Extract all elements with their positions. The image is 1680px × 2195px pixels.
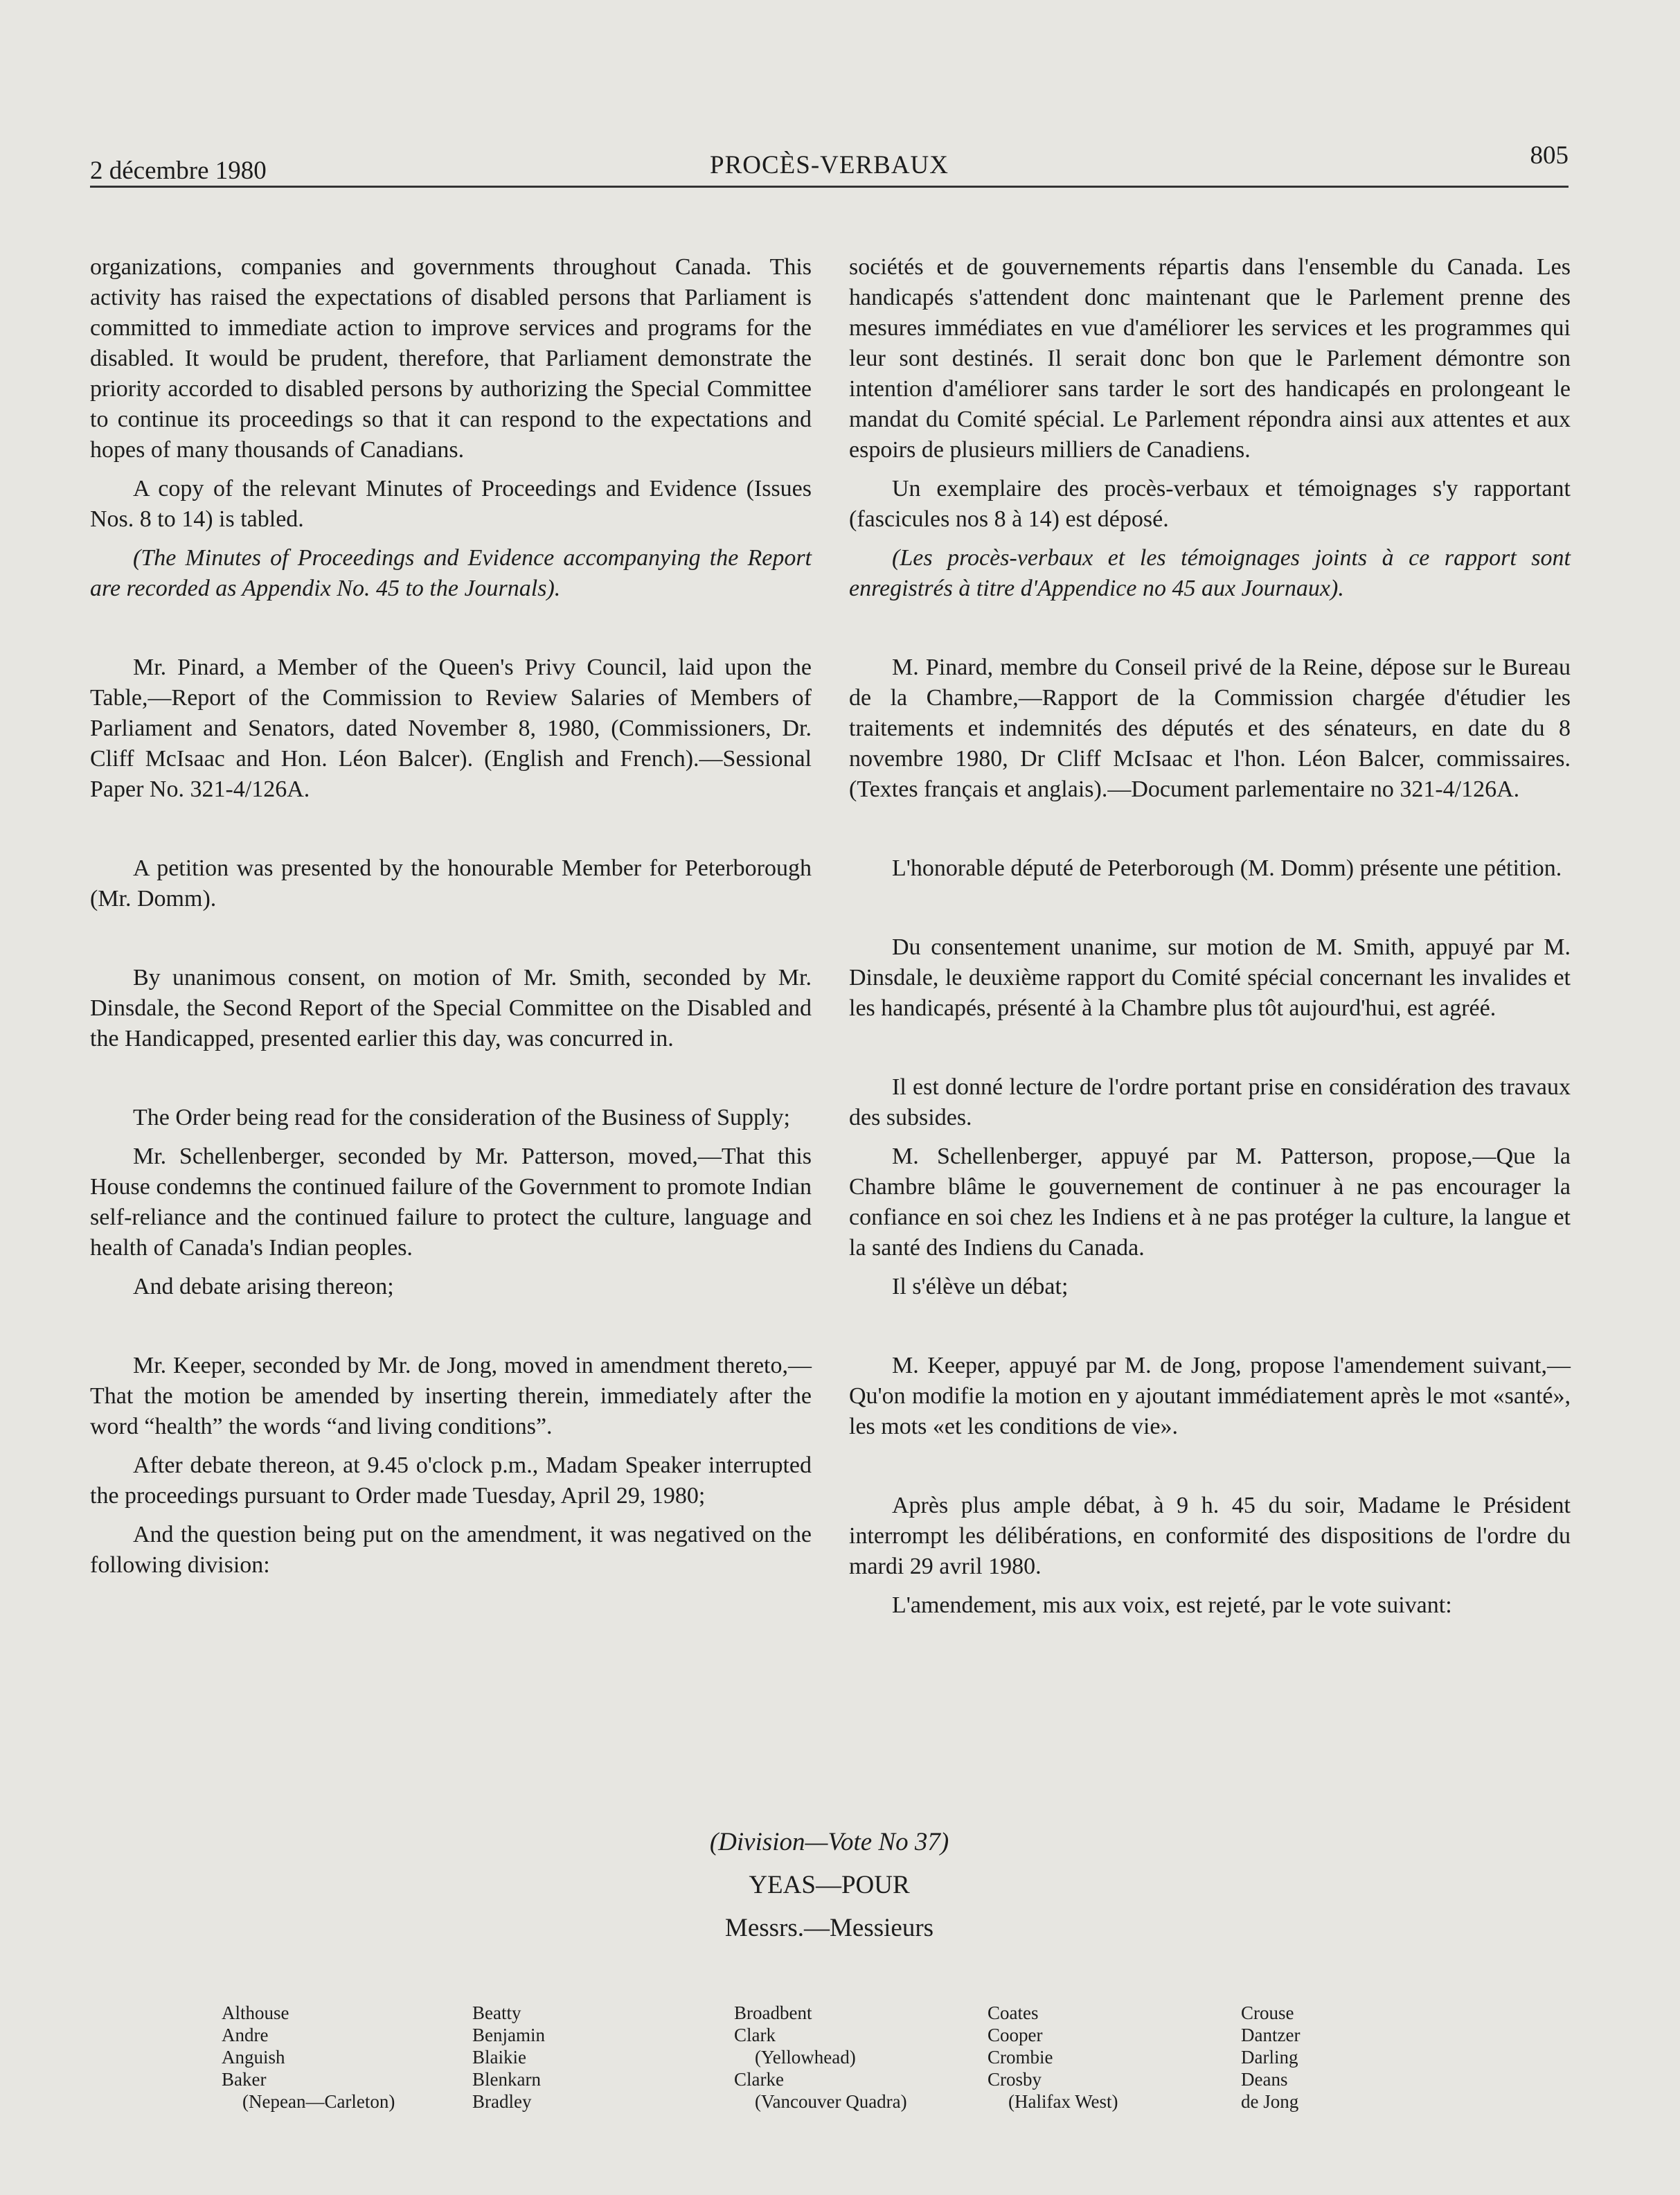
en-paragraph-12: And the question being put on the amendment, it was negatived on the following division: [90, 1522, 812, 1578]
header-title: PROCÈS-VERBAUX [710, 151, 949, 179]
en-paragraph-1: organizations, companies and governments throughout Canada. This activity has raised the expectations of disabled persons that Parliament is committed to immediate action to improve services and programs for the disabled. It would be prudent, therefore, that Parliament demonstrate the priority accorded to disabled persons by authorizing the Special Committee to continue its proceedings so that it can respond to the expectations and hopes of many thousands of Canadians. [90, 254, 812, 463]
names-column-2 [472, 2002, 545, 2113]
member-riding: (Halifax West) [1008, 2091, 1118, 2112]
page-number: 805 [1530, 141, 1569, 170]
en-paragraph-9: And debate arising thereon; [133, 1274, 394, 1299]
names-column-4 [988, 2002, 1118, 2113]
header-date: 2 décembre 1980 [90, 157, 267, 185]
member-name: Cooper [988, 2025, 1043, 2045]
member-name: Coates [988, 2002, 1039, 2023]
en-paragraph-6: By unanimous consent, on motion of Mr. Smith, seconded by Mr. Dinsdale, the Second Report of the Special Committee on the Disabled and the Handicapped, presented earlier this day, was concurred in. [90, 965, 812, 1051]
member-name: Broadbent [734, 2002, 812, 2023]
fr-paragraph-12: L'amendement, mis aux voix, est rejeté, par le vote suivant: [892, 1592, 1452, 1618]
member-name: Deans [1241, 2069, 1288, 2090]
yeas-heading: YEAS—POUR [749, 1871, 910, 1899]
member-name: Dantzer [1241, 2025, 1301, 2045]
member-name: Andre [222, 2025, 269, 2045]
member-name: de Jong [1241, 2091, 1299, 2112]
member-riding: (Yellowhead) [755, 2047, 856, 2068]
french-column [849, 252, 1571, 1621]
english-column [90, 252, 812, 1581]
en-paragraph-2: A copy of the relevant Minutes of Proceedings and Evidence (Issues Nos. 8 to 14) is tabled. [90, 476, 812, 532]
en-paragraph-11: After debate thereon, at 9.45 o'clock p.m., Madam Speaker interrupted the proceedings pursuant to Order made Tuesday, April 29, 1980; [90, 1452, 812, 1509]
names-column-1 [222, 2002, 395, 2113]
en-paragraph-4: Mr. Pinard, a Member of the Queen's Privy Council, laid upon the Table,—Report of the Commission to Review Salaries of Members of Parliament and Senators, dated November 8, 1980, (Commissioners, Dr. Cliff McIsaac and Hon. Léon Balcer). (English and French).—Sessional Paper No. 321-4/126A. [90, 655, 812, 802]
member-name: Crombie [988, 2047, 1053, 2068]
member-name: Clark [734, 2025, 776, 2045]
en-paragraph-7: The Order being read for the consideration of the Business of Supply; [133, 1105, 790, 1130]
en-paragraph-10: Mr. Keeper, seconded by Mr. de Jong, moved in amendment thereto,—That the motion be amended by inserting therein, immediately after the word “health” the words “and living conditions”. [90, 1353, 812, 1439]
fr-paragraph-6: Du consentement unanime, sur motion de M. Smith, appuyé par M. Dinsdale, le deuxième rapport du Comité spécial concernant les invalides et les handicapés, présenté à la Chambre plus tôt aujourd'hui, est agréé. [849, 934, 1571, 1021]
names-column-3 [734, 2002, 907, 2113]
member-riding: (Vancouver Quadra) [755, 2091, 907, 2112]
member-name: Benjamin [472, 2025, 545, 2045]
fr-paragraph-8: M. Schellenberger, appuyé par M. Patterson, propose,—Que la Chambre blâme le gouvernement de continuer à ne pas encourager la confiance en soi chez les Indiens et à ne pas protéger la culture, la langue et la santé des Indiens du Canada. [849, 1144, 1571, 1261]
en-paragraph-5: A petition was presented by the honourable Member for Peterborough (Mr. Domm). [90, 855, 812, 912]
fr-paragraph-4: M. Pinard, membre du Conseil privé de la Reine, dépose sur le Bureau de la Chambre,—Rapport de la Commission chargée d'étudier les traitements et indemnités des députés et des sénateurs, en date du 8 novembre 1980, Dr Cliff McIsaac et l'hon. Léon Balcer, commissaires. (Textes français et anglais).—Document parlementaire no 321-4/126A. [849, 655, 1571, 802]
member-name: Blaikie [472, 2047, 526, 2068]
member-name: Bradley [472, 2091, 532, 2112]
member-name: Crouse [1241, 2002, 1294, 2023]
messrs-heading: Messrs.—Messieurs [724, 1914, 934, 1942]
en-paragraph-3: (The Minutes of Proceedings and Evidence accompanying the Report are recorded as Appendix No. 45 to the Journals). [90, 545, 812, 601]
header-rule [90, 186, 1569, 188]
en-paragraph-8: Mr. Schellenberger, seconded by Mr. Patterson, moved,—That this House condemns the continued failure of the Government to promote Indian self-reliance and the continued failure to protect the culture, language and health of Canada's Indian peoples. [90, 1144, 812, 1261]
names-column-5 [1241, 2002, 1300, 2113]
fr-paragraph-3: (Les procès-verbaux et les témoignages joints à ce rapport sont enregistrés à titre d'Appendice no 45 aux Journaux). [849, 545, 1571, 601]
division-heading: (Division—Vote No 37) [709, 1828, 949, 1856]
fr-paragraph-2: Un exemplaire des procès-verbaux et témoignages s'y rapportant (fascicules nos 8 à 14) est déposé. [849, 476, 1571, 532]
member-name: Crosby [988, 2069, 1042, 2090]
member-name: Anguish [222, 2047, 285, 2068]
member-name: Darling [1241, 2047, 1298, 2068]
fr-paragraph-10: M. Keeper, appuyé par M. de Jong, propose l'amendement suivant,—Qu'on modifie la motion en y ajoutant immédiatement après le mot «santé», les mots «et les conditions de vie». [849, 1353, 1571, 1439]
member-name: Beatty [472, 2002, 521, 2023]
page-header [90, 135, 1569, 190]
fr-paragraph-7: Il est donné lecture de l'ordre portant prise en considération des travaux des subsides. [849, 1074, 1571, 1130]
member-name: Blenkarn [472, 2069, 541, 2090]
fr-paragraph-5: L'honorable député de Peterborough (M. Domm) présente une pétition. [892, 855, 1562, 881]
fr-paragraph-11: Après plus ample débat, à 9 h. 45 du soir, Madame le Président interrompt les délibérations, en conformité des dispositions de l'ordre du mardi 29 avril 1980. [849, 1493, 1571, 1579]
fr-paragraph-1: sociétés et de gouvernements répartis dans l'ensemble du Canada. Les handicapés s'attendent donc maintenant que le Parlement prenne des mesures immédiates en vue d'améliorer les services et les programmes qui leur sont destinés. Il serait donc bon que le Parlement démontre son intention d'améliorer sans tarder le sort des handicapés en prolongeant le mandat du Comité spécial. Le Parlement répondra ainsi aux attentes et aux espoirs de plusieurs milliers de Canadiens. [849, 254, 1571, 463]
member-name: Althouse [222, 2002, 289, 2023]
member-name: Baker [222, 2069, 267, 2090]
fr-paragraph-9: Il s'élève un débat; [892, 1274, 1069, 1299]
member-riding: (Nepean—Carleton) [242, 2091, 395, 2112]
member-name: Clarke [734, 2069, 784, 2090]
